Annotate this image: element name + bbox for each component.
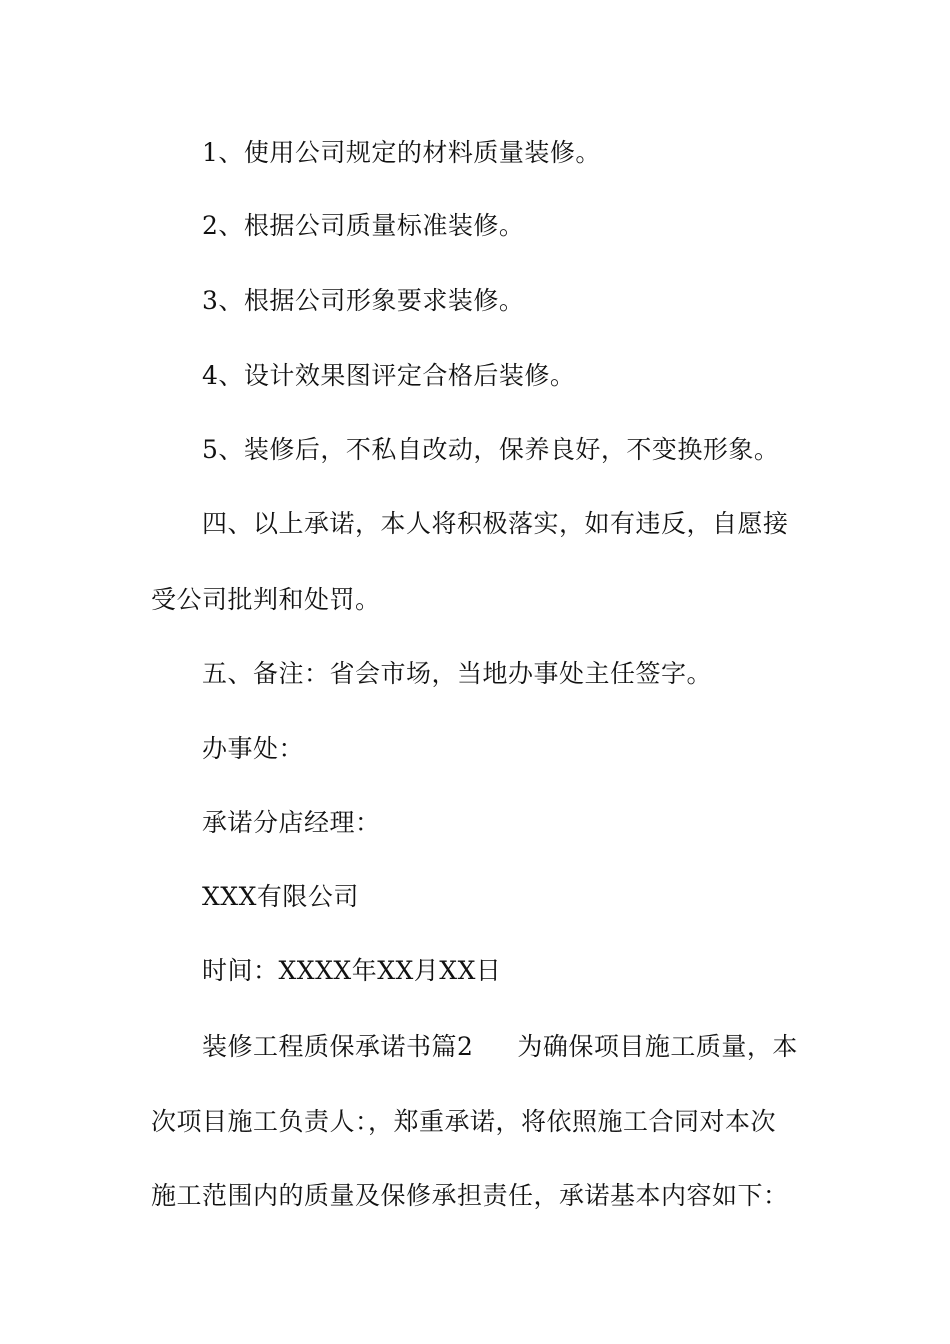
section2-title: 装修工程质保承诺书篇2 (202, 1032, 474, 1061)
clause-four-line2: 受公司批判和处罚。 (151, 585, 381, 614)
section2-first-line (151, 1031, 862, 1063)
item-1: 1、使用公司规定的材料质量装修。 (202, 138, 601, 167)
office-label: 办事处： (202, 734, 305, 763)
manager-label: 承诺分店经理： (202, 808, 381, 837)
section2-line3: 施工范围内的质量及保修承担责任，承诺基本内容如下： (151, 1181, 789, 1210)
item-5: 5、装修后，不私自改动，保养良好，不变换形象。 (202, 435, 780, 464)
company-name: XXX有限公司 (202, 882, 359, 911)
date-line: 时间：XXXX年XX月XX日 (202, 956, 502, 985)
clause-four-line1: 四、以上承诺，本人将积极落实，如有违反，自愿接 (202, 509, 789, 538)
item-2: 2、根据公司质量标准装修。 (202, 211, 525, 240)
section2-line1: 为确保项目施工质量，本 (517, 1032, 798, 1061)
item-3: 3、根据公司形象要求装修。 (202, 286, 525, 315)
clause-five: 五、备注：省会市场，当地办事处主任签字。 (202, 659, 713, 688)
section2-line2: 次项目施工负责人：，郑重承诺，将依照施工合同对本次 (151, 1107, 777, 1136)
item-4: 4、设计效果图评定合格后装修。 (202, 361, 576, 390)
